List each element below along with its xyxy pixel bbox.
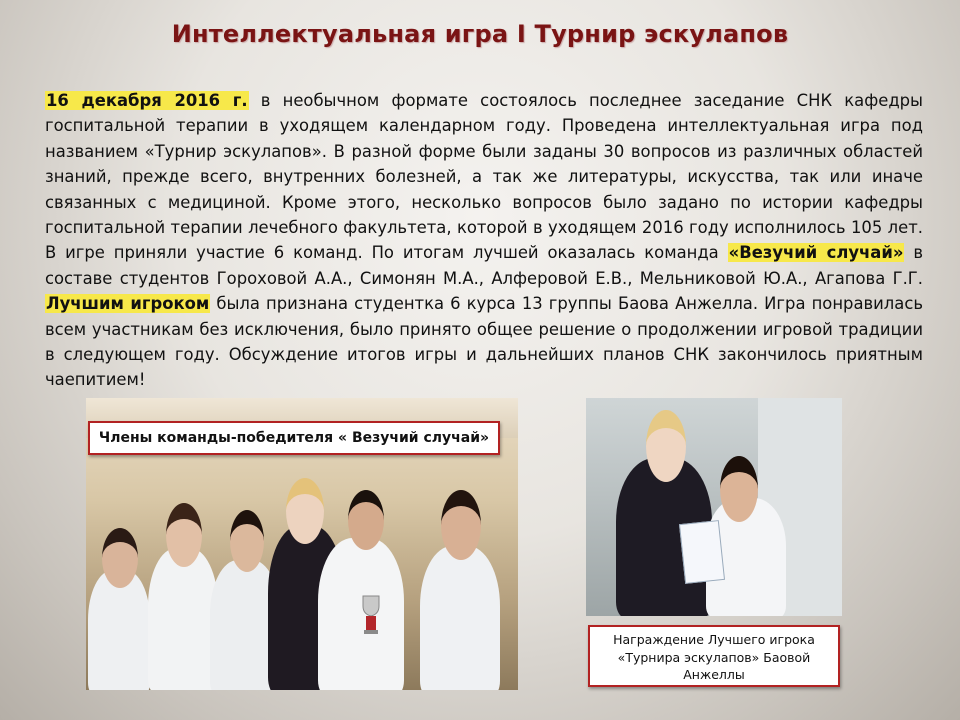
paragraph-text-2: в составе студентов Гороховой А.А., Симонян М.А., Алферовой Е.В., Мельниковой Ю.А., Агапова Г.Г. xyxy=(45,243,923,288)
person-figure xyxy=(88,570,150,690)
person-head xyxy=(230,510,264,572)
award-caption-line-2: «Турнира эскулапов» Баовой xyxy=(617,649,811,665)
award-photo xyxy=(586,398,842,616)
team-name: «Везучий случай» xyxy=(728,243,904,263)
person-head xyxy=(720,456,758,522)
award-caption-line-3: Анжеллы xyxy=(683,667,745,682)
person-figure xyxy=(148,548,218,690)
person-head xyxy=(166,503,202,567)
event-date: 16 декабря 2016 г. xyxy=(46,91,248,110)
diploma-icon xyxy=(679,520,725,584)
paragraph-text-1: в необычном формате состоялось последнее заседание СНК кафедры госпитальной терапии в уходящем календарном году. Проведена интеллектуальная игра под названием «Турнир эскулапов». В разной форме были заданы 30 вопросов из различных областей знаний, прежде всего, внутренних болезней, а так же литературы, искусства, так или иначе связанных с медициной. Кроме этого, несколько вопросов было задано по истории кафедры госпитальной терапии лечебного факультета, которой в уходящем 2016 году исполнилось 105 лет. В игре приняли участие 6 команд. По итогам лучшей оказалась команда xyxy=(45,91,924,263)
person-head xyxy=(348,490,384,550)
trophy-icon xyxy=(360,594,382,634)
award-photo-caption xyxy=(588,625,840,687)
team-photo-caption: Члены команды-победителя « Везучий случай» xyxy=(88,421,500,455)
person-head xyxy=(102,528,138,588)
slide-title: Интеллектуальная игра I Турнир эскулапов xyxy=(171,20,789,48)
best-player-label: Лучшим игроком xyxy=(46,294,210,314)
person-head xyxy=(441,490,481,560)
person-head xyxy=(286,478,324,544)
person-head xyxy=(646,410,686,482)
paragraph-text-3: была признана студентка 6 курса 13 группы Баова Анжелла. Игра понравилась всем участникам без исключения, было принято общее решение о продолжении игровой традиции в следующем году. Обсуждение итогов игры и дальнейших планов СНК закончилось приятным чаепитием! xyxy=(45,294,923,390)
award-caption-line-1: Награждение Лучшего игрока xyxy=(613,632,815,647)
person-figure xyxy=(420,546,500,690)
slide-body-paragraph xyxy=(45,88,923,393)
